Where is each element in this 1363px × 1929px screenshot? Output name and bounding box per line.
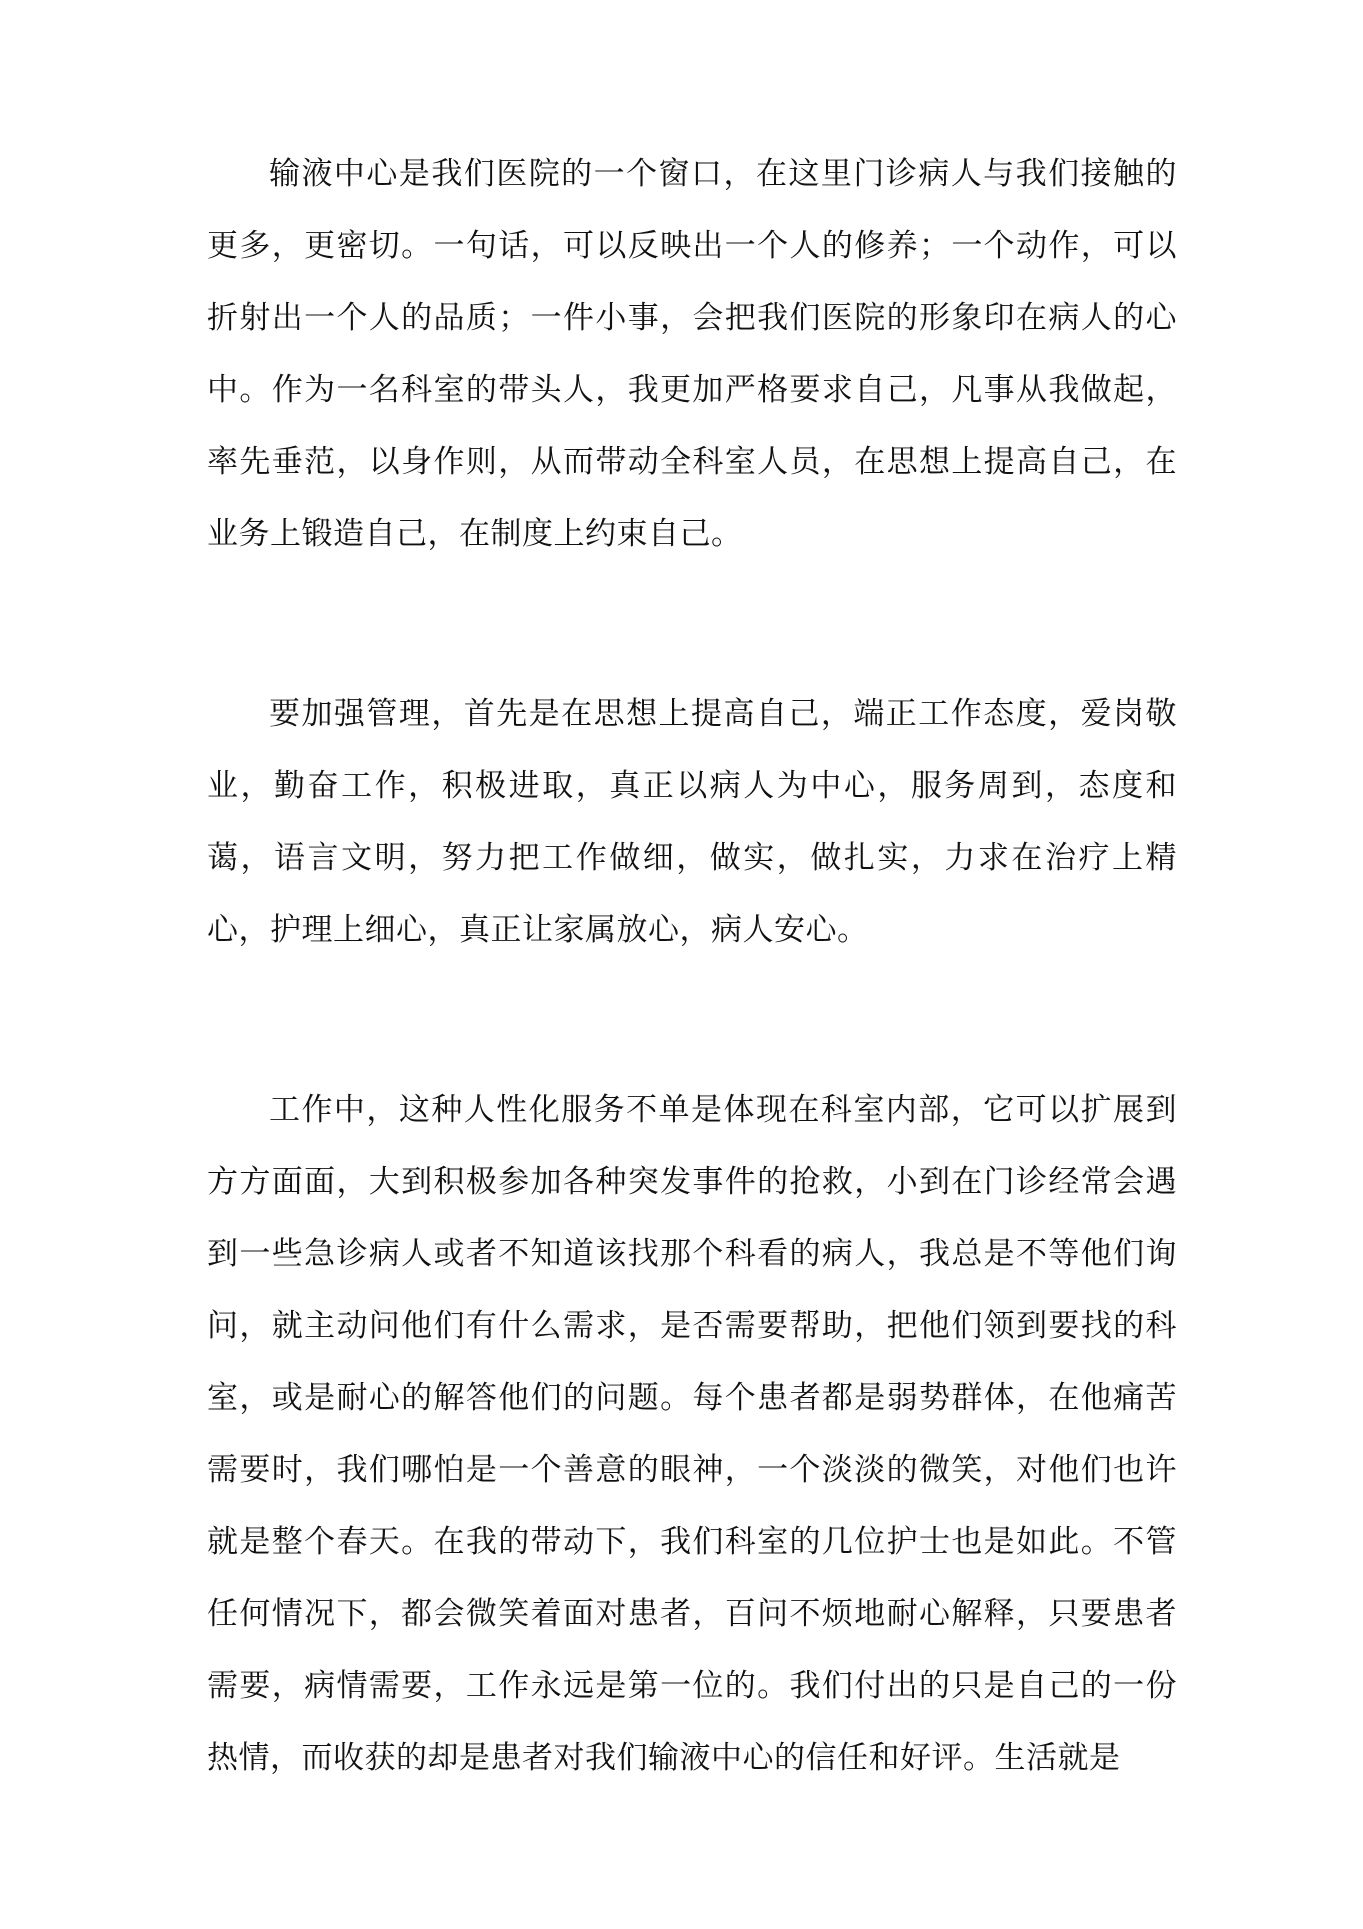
document-body	[207, 138, 1177, 1794]
paragraph-infusion-center-window: 输液中心是我们医院的一个窗口，在这里门诊病人与我们接触的更多，更密切。一句话，可以反映出一个人的修养；一个动作，可以折射出一个人的品质；一件小事，会把我们医院的形象印在病人的心中。作为一名科室的带头人，我更加严格要求自己，凡事从我做起，率先垂范，以身作则，从而带动全科室人员，在思想上提高自己，在业务上锻造自己，在制度上约束自己。	[207, 156, 1177, 552]
paragraph-humanized-service: 工作中，这种人性化服务不单是体现在科室内部，它可以扩展到方方面面，大到积极参加各种突发事件的抢救，小到在门诊经常会遇到一些急诊病人或者不知道该找那个科看的病人，我总是不等他们询问，就主动问他们有什么需求，是否需要帮助，把他们领到要找的科室，或是耐心的解答他们的问题。每个患者都是弱势群体，在他痛苦需要时，我们哪怕是一个善意的眼神，一个淡淡的微笑，对他们也许就是整个春天。在我的带动下，我们科室的几位护士也是如此。不管任何情况下，都会微笑着面对患者，百问不烦地耐心解释，只要患者需要，病情需要，工作永远是第一位的。我们付出的只是自己的一份热情，而收获的却是患者对我们输液中心的信任和好评。生活就是	[207, 1092, 1177, 1776]
paragraph-strengthen-management: 要加强管理，首先是在思想上提高自己，端正工作态度，爱岗敬业，勤奋工作，积极进取，真正以病人为中心，服务周到，态度和蔼，语言文明，努力把工作做细，做实，做扎实，力求在治疗上精心，护理上细心，真正让家属放心，病人安心。	[207, 696, 1177, 948]
